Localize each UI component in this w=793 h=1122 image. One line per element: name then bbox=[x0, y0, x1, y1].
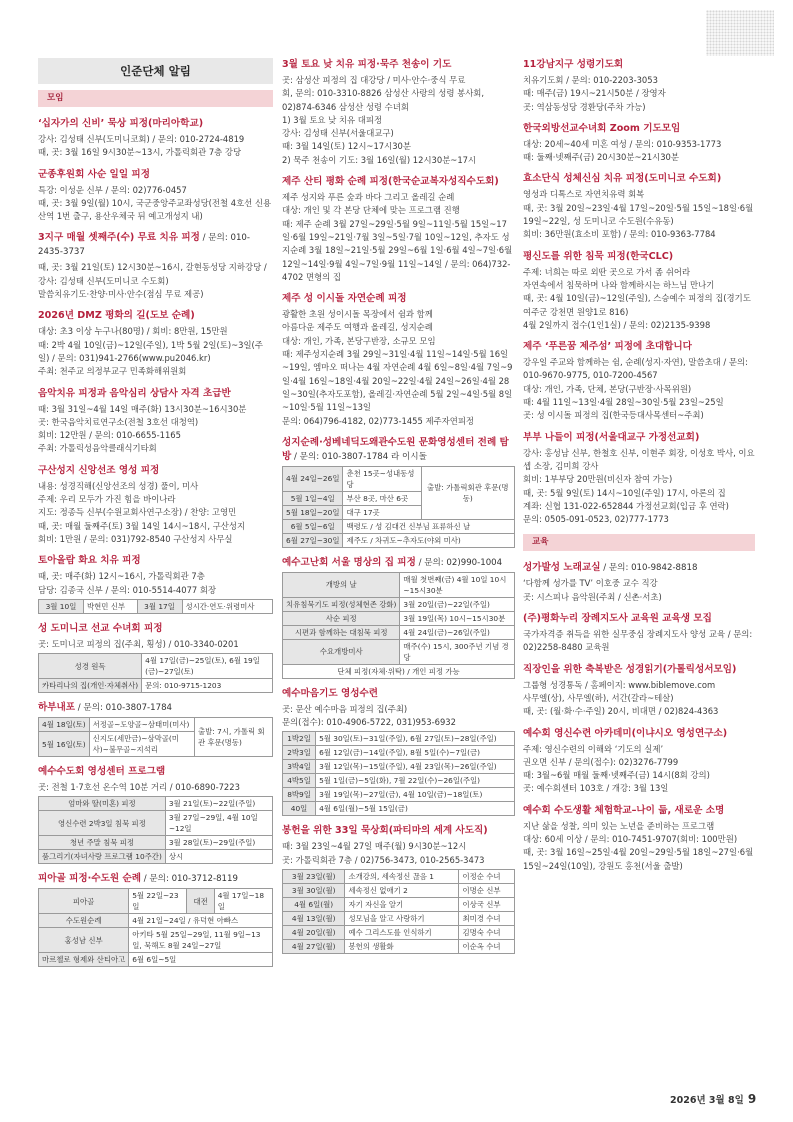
notice-item bbox=[523, 612, 755, 655]
table-row bbox=[283, 625, 515, 639]
notice-title-text: 피아골 피정·수도원 순례 bbox=[38, 873, 141, 885]
table-row bbox=[283, 597, 515, 611]
table-cell: 문의: 010-9715-1203 bbox=[142, 679, 273, 693]
notice-title: 11강남지구 성령기도회 bbox=[523, 59, 624, 70]
table-cell: 수요개방미사 bbox=[283, 639, 400, 664]
table-cell: 사순 피정 bbox=[283, 611, 400, 625]
notice-line: 특강: 이성운 신부 / 문의: 02)776-0457 bbox=[38, 184, 187, 195]
table-cell: 6월 12일(금)~14일(주일), 8월 5일(수)~7일(금) bbox=[316, 746, 515, 760]
notice-item bbox=[523, 561, 755, 604]
table-cell: 4월 18일(토) bbox=[39, 718, 90, 732]
table-cell: 백령도 / 성 김대건 신부님 표류하신 날 bbox=[343, 519, 515, 533]
table-row bbox=[39, 811, 273, 836]
notice-line: 주제: 영신수련의 이해와 ‘기도의 실제’ bbox=[523, 743, 664, 754]
notice-title: 제주 성 이시돌 자연순례 피정 bbox=[282, 293, 407, 305]
notice-line: 사무엘(상), 사무엘(하), 서간(갈라~테살) bbox=[523, 692, 674, 703]
notice-title: 예수회 수도생활 체험학교–나이 듦, 새로운 소명 bbox=[523, 804, 725, 816]
notice-item bbox=[282, 175, 515, 284]
table-cell: 카타리나의 집(개인·자체취사) bbox=[39, 679, 142, 693]
notice-item bbox=[282, 292, 515, 428]
notice-line: 주최: 천주교 의정부교구 민족화해위원회 bbox=[38, 366, 187, 377]
notice-line: 담당: 김종국 신부 / 문의: 010-5514-4077 회장 bbox=[38, 584, 217, 595]
table-cell: 5월 30일(토)~31일(주일), 6월 27일(토)~28일(주일) bbox=[316, 732, 515, 746]
table-cell: 영신수련 2박3일 침묵 피정 bbox=[39, 811, 166, 836]
notice-title-text: 성가발성 노래교실 bbox=[523, 562, 601, 574]
notice-title-text: 성지순례·성베네딕도왜관수도원 문화영성센터 전례 탐방 bbox=[282, 436, 509, 462]
notice-title: 군종후원회 사순 일일 피정 bbox=[38, 168, 150, 180]
notice-line: 곳: 삼성산 피정의 집 대강당 / 미사·안수·중식 무료 bbox=[282, 75, 466, 85]
notice-line: 때, 곳: 5월 9일(토) 14시~10일(주일) 17시, 아론의 집 bbox=[523, 487, 726, 498]
notice-line: 주제: 너희는 따로 외딴 곳으로 가서 좀 쉬어라 bbox=[523, 266, 691, 277]
notice-title: (주)평화누리 장례지도사 교육원 교육생 모집 bbox=[523, 613, 712, 625]
notice-title: 평신도를 위한 침묵 피정(한국CLC) bbox=[523, 250, 674, 262]
table-row bbox=[283, 898, 515, 912]
notice-line: 4월 2일까지 접수(1인1실) / 문의: 02)2135-9398 bbox=[523, 319, 711, 330]
page-footer bbox=[670, 1092, 756, 1106]
table-row bbox=[39, 850, 273, 864]
notice-title-text: 예수고난회 서울 명상의 집 피정 bbox=[282, 556, 416, 568]
notice-title: 예수수도회 영성센터 프로그램 bbox=[38, 766, 166, 778]
table-cell: 마르첼로 형제와 산티아고 bbox=[39, 953, 129, 967]
notice-title: 토아올람 화요 치유 피정 bbox=[38, 555, 141, 567]
notice-line: 대상: 개인, 가족, 단체, 본당(구반장·사목위원) bbox=[523, 383, 692, 394]
table-cell: 단체 피정(자체·위탁) / 개인 피정 가능 bbox=[283, 664, 515, 678]
notice-line: 회비: 36만원(효소비 포함) / 문의: 010-9363-7784 bbox=[523, 229, 716, 240]
table-cell: 4월 6일(월) bbox=[283, 898, 345, 912]
notice-line: 곳: 도미니코 피정의 집(주최, 횡성) / 010-3340-0201 bbox=[38, 638, 239, 649]
table-cell: 최미경 수녀 bbox=[459, 912, 515, 926]
table-cell: 출발: 가톨릭회관 후문(명동) bbox=[421, 466, 515, 519]
table-cell: 4월 17일(금)~25일(토), 6월 19일(금)~27일(토) bbox=[142, 654, 273, 679]
table-cell: 대구 17곳 bbox=[343, 505, 421, 519]
table-cell: 4박5일 bbox=[283, 774, 316, 788]
table-cell: 4월 13일(월) bbox=[283, 912, 345, 926]
table-cell: 춘천 15곳~성내동성당 bbox=[343, 466, 421, 491]
notice-line: 때, 곳: 3월 20일~23일·4월 17일~20일·5월 15일~18일·6월 19일~22일, 성 도미니코 수도원(수유동) bbox=[523, 202, 754, 227]
table-cell: 피아골 bbox=[39, 889, 129, 914]
notice-item bbox=[38, 622, 273, 693]
notice-line: 때: 3월~6월 매월 둘째·넷째주(금) 14시(8회 강의) bbox=[523, 770, 710, 781]
table-cell: 이정순 수녀 bbox=[459, 870, 515, 884]
table-cell: 김명숙 수녀 bbox=[459, 926, 515, 940]
notice-contact: / 문의: 010-2435-3737 bbox=[38, 233, 250, 258]
notice-line: 지난 삶을 성찰, 의미 있는 노년을 준비하는 프로그램 bbox=[523, 820, 715, 831]
table-cell: 출발: 7시, 가톨릭 회관 후문(명동) bbox=[195, 718, 273, 757]
notice-line: 강사: 김성태 신부(도미니코회) / 문의: 010-2724-4819 bbox=[38, 134, 245, 144]
notice-line: 강우일 주교와 함께하는 쉼, 순례(성지·자연), 말씀초대 / 문의: 010-9670-9775, 010-7200-4567 bbox=[523, 357, 748, 381]
table-cell: 1박2일 bbox=[283, 732, 316, 746]
notice-line: 강사: 홍성남 신부, 한철호 신부, 이현주 회장, 이성호 박사, 이요셉 소장, 김미희 강사 bbox=[523, 447, 755, 471]
notice-item bbox=[523, 727, 755, 796]
table-cell: 3박4일 bbox=[283, 760, 316, 774]
notice-line: 내용: 성경직해(신앙선조의 성경) 풀이, 미사 bbox=[38, 480, 199, 491]
notice-line: 아름다운 제주도 여행과 올레길, 성지순례 bbox=[282, 322, 433, 333]
notice-line: 2) 묵주 천송이 기도: 3월 16일(월) 12시30분~17시 bbox=[282, 154, 477, 165]
notice-line: 때: 3월 14일(토) 12시~17시30분 bbox=[282, 141, 411, 152]
notice-line: 주제: 우리 모두가 가진 힘을 바이나라 bbox=[38, 494, 176, 505]
schedule-table bbox=[282, 869, 515, 954]
notice-contact: / 문의: 010-3807-1784 bbox=[75, 703, 173, 714]
table-row bbox=[283, 884, 515, 898]
notice-line: 때, 곳: 3월 16일~25일·4월 20일~29일·5월 18일~27일·6월 15일~24일(10일), 강원도 홍천(서울 출발) bbox=[523, 847, 754, 871]
notice-line: 회비: 1부부당 20만원(비신자 참여 가능) bbox=[523, 474, 673, 485]
notice-title bbox=[38, 872, 273, 886]
table-cell: 개방의 날 bbox=[283, 572, 400, 597]
table-cell: 품그리기(자녀사랑 프로그램 10주간) bbox=[39, 850, 166, 864]
notice-line: 곳: 가톨릭회관 7층 / 02)756-3473, 010-2565-3473 bbox=[282, 854, 485, 865]
table-cell: 8박9일 bbox=[283, 788, 316, 802]
notice-line: 때: 3월 31일~4월 14일 매주(화) 13시30분~16시30분 bbox=[38, 403, 247, 414]
table-cell: 상시 bbox=[165, 850, 272, 864]
notice-title-text: 3지구 매월 셋째주(수) 무료 치유 피정 bbox=[38, 232, 200, 244]
table-cell: 치유침묵기도 피정(성체현존 강화) bbox=[283, 597, 400, 611]
notice-line: 때: 2박 4월 10일(금)~12일(주일), 1박 5월 2일(토)~3일(주일) / 문의: 031)941-2766(www.pu2046.kr) bbox=[38, 339, 263, 363]
table-cell: 4월 17일~18일 bbox=[214, 889, 272, 914]
notice-line: 권오면 신부 / 문의(접수): 02)3276-7799 bbox=[523, 756, 679, 767]
notice-title bbox=[282, 436, 515, 464]
table-cell: 3월 28일(토)~29일(주일) bbox=[165, 836, 272, 850]
table-cell: 3월 19일(목)~27일(금), 4월 10일(금)~18일(토) bbox=[316, 788, 515, 802]
table-row bbox=[39, 599, 273, 613]
notice-item bbox=[38, 309, 273, 378]
schedule-table bbox=[282, 731, 515, 816]
column-right bbox=[523, 58, 755, 881]
table-row bbox=[283, 519, 515, 533]
notice-line: 때, 곳: 3월 21일(토) 12시30분~16시, 갈현동성당 지하강당 / 강사: 김성태 신부(도미니코 수도회) bbox=[38, 262, 267, 286]
notice-line: 때, 곳: 3월 9일(월) 10시, 국군중앙주교좌성당(전철 4호선 신용산역 1번 출구, 용산우체국 뒤 예고개성지 내) bbox=[38, 197, 272, 222]
notice-item bbox=[38, 117, 273, 160]
notice-line: 광활한 초원 성이시돌 목장에서 쉼과 함께 bbox=[282, 309, 433, 320]
table-row bbox=[39, 928, 273, 953]
notice-contact: / 문의: 010-9842-8818 bbox=[600, 563, 698, 574]
notice-title: 효소단식 성체신심 치유 피정(도미니코 수도회) bbox=[523, 173, 722, 185]
notice-title: 예수마음기도 영성수련 bbox=[282, 687, 379, 699]
table-cell: 엄마와 딸(미혼) 피정 bbox=[39, 797, 166, 811]
notice-title bbox=[282, 556, 515, 570]
table-cell: 3월 20일(금)~22일(주일) bbox=[400, 597, 515, 611]
notice-line: 곳: 시스피나 음악원(주최 / 신촌·서초) bbox=[523, 591, 662, 602]
table-cell: 6월 27일~30일 bbox=[283, 533, 343, 547]
table-cell: 예수 그리스도를 인식하기 bbox=[345, 926, 459, 940]
notice-line: 영성과 디톡스로 자연치유력 회복 bbox=[523, 189, 645, 200]
notice-line: 대상: 초3 이상 누구나(80명) / 회비: 8만원, 15만원 bbox=[38, 326, 228, 337]
notice-title: 한국외방선교수녀회 Zoom 기도모임 bbox=[523, 122, 681, 134]
table-cell: 수도원순례 bbox=[39, 914, 129, 928]
table-cell: 3월 30일(월) bbox=[283, 884, 345, 898]
notice-line: 때, 곳: 3월 16일 9시30분~13시, 가톨릭회관 7층 강당 bbox=[38, 147, 242, 158]
notice-line: 때, 곳: 매월 둘째주(토) 3월 14일 14시~18시, 구산성지 bbox=[38, 520, 246, 531]
notice-title: 2026년 DMZ 평화의 길(도보 순례) bbox=[38, 310, 195, 322]
notice-title: 예수회 영신수련 아카데미(이냐시오 영성연구소) bbox=[523, 727, 728, 739]
notice-item bbox=[38, 765, 273, 864]
notice-line: 제주 성지와 푸른 숲과 바다 그리고 올레길 순례 bbox=[282, 192, 455, 203]
table-cell: 서정골~도양골~삼태미(미사) bbox=[89, 718, 194, 732]
schedule-table bbox=[38, 599, 273, 614]
table-cell: 4월 27일(월) bbox=[283, 940, 345, 954]
notice-line: 때: 제주성지순례 3월 29일~31일·4월 11일~14일·5월 16일~19일, 엠마오 떠나는 4월 자연순례 4월 6일~8일·4월 7일~9일·4월 16일~18일·4월 20일~22일·4월 24일~26일·4월 28일~30일(추자도포함), 올레길·자연순례 5월 2일~4일·5월 8일~10일·5월 11일~13일 bbox=[282, 349, 513, 413]
table-cell: 6월 5일~6일 bbox=[283, 519, 343, 533]
table-row bbox=[283, 802, 515, 816]
notice-line: 회비: 12만원 / 문의: 010-6655-1165 bbox=[38, 430, 181, 441]
notice-item bbox=[282, 58, 515, 167]
notice-contact: / 문의: 010-3712-8119 bbox=[141, 874, 238, 885]
notice-line: 자연속에서 침묵하며 나와 함께하시는 하느님 만나기 bbox=[523, 279, 715, 290]
table-cell: 5월 1일~4일 bbox=[283, 491, 343, 505]
notice-item bbox=[523, 122, 755, 165]
notice-line: ‘다함께 성가를 TV’ 이호중 교수 직강 bbox=[523, 578, 658, 589]
notice-line: 대상: 개인 및 각 본당 단체에 맞는 프로그램 진행 bbox=[282, 205, 460, 216]
table-row bbox=[283, 732, 515, 746]
table-cell: 2박3일 bbox=[283, 746, 316, 760]
column-middle bbox=[282, 58, 515, 962]
table-cell: 성시간·연도·위령미사 bbox=[182, 599, 273, 613]
table-cell: 매주(수) 15시, 300주년 기념 경당 bbox=[400, 639, 515, 664]
table-row bbox=[283, 926, 515, 940]
table-cell: 이명순 신부 bbox=[459, 884, 515, 898]
table-row bbox=[39, 914, 273, 928]
notice-item bbox=[38, 554, 273, 614]
notice-item bbox=[38, 387, 273, 456]
table-cell: 자기 자신을 알기 bbox=[345, 898, 459, 912]
table-cell: 신지도(세만금)~삼막골(미사)~불무골~지석리 bbox=[89, 732, 194, 757]
table-cell: 3월 12일(목)~15일(주일), 4월 23일(목)~26일(주일) bbox=[316, 760, 515, 774]
notice-line: 문의(접수): 010-4906-5722, 031)953-6932 bbox=[282, 717, 456, 728]
notice-line: 회, 문의: 010-3310-8826 삼성산 사랑의 성령 봉사회, 02)874-6346 삼성산 성령 수녀회 bbox=[282, 88, 485, 112]
notice-item bbox=[282, 556, 515, 679]
notice-line: 말씀치유기도·찬양·미사·안수(점심 무료 제공) bbox=[38, 289, 204, 300]
notice-line: 때: 4월 11일~13일·4월 28일~30일·5월 23일~25일 bbox=[523, 397, 724, 408]
notice-title bbox=[523, 561, 755, 575]
notice-line: 때: 둘째·넷째주(금) 20시30분~21시30분 bbox=[523, 152, 679, 163]
table-cell: 4월 21일~24일 / 유덕현 아빠스 bbox=[129, 914, 273, 928]
notice-item bbox=[38, 168, 273, 224]
table-row bbox=[283, 760, 515, 774]
notice-contact: / 문의: 02)990-1004 bbox=[415, 557, 503, 568]
table-cell: 홍성남 신부 bbox=[39, 928, 129, 953]
table-row bbox=[39, 718, 273, 732]
notice-line: 1) 3월 토요 낮 치유 대피정 bbox=[282, 114, 383, 125]
notice-title: 제주 ‘푸른꿈 제주섬’ 피정에 초대합니다 bbox=[523, 341, 692, 353]
table-row bbox=[283, 774, 515, 788]
notice-line: 지도: 정종득 신부(수원교회사연구소장) / 찬양: 고영민 bbox=[38, 507, 237, 518]
table-row bbox=[39, 836, 273, 850]
table-cell: 4월 20일(월) bbox=[283, 926, 345, 940]
table-cell: 성경 원독 bbox=[39, 654, 142, 679]
notice-line: 그룹형 성경통독 / 홈페이지: www.biblemove.com bbox=[523, 679, 716, 690]
table-cell: 4월 24일(금)~26일(주일) bbox=[400, 625, 515, 639]
table-cell: 3월 10일 bbox=[39, 599, 84, 613]
notice-line: 때: 매주(금) 19시~21시50분 / 장영자 bbox=[523, 88, 666, 99]
notice-title: 부부 나들이 피정(서울대교구 가정선교회) bbox=[523, 431, 700, 443]
table-cell: 이순옥 수녀 bbox=[459, 940, 515, 954]
notice-item bbox=[523, 250, 755, 332]
notice-title: 음악치유 피정과 음악심리 상담사 자격 초급반 bbox=[38, 387, 231, 399]
table-cell: 3월 27일~29일, 4월 10일~12일 bbox=[165, 811, 272, 836]
notice-line: 곳: 역삼동성당 경환당(주차 가능) bbox=[523, 101, 646, 112]
table-cell: 시편과 함께하는 대침묵 피정 bbox=[283, 625, 400, 639]
notice-line: 대상: 개인, 가족, 본당구반장, 소규모 모임 bbox=[282, 335, 436, 346]
table-cell: 6월 6일~5일 bbox=[129, 953, 273, 967]
schedule-table bbox=[38, 653, 273, 693]
notice-title: 3월 토요 낮 치유 피정·묵주 천송이 기도 bbox=[282, 59, 452, 70]
notice-line: 국가자격증 취득을 위한 실무중심 장례지도사 양성 교육 / 문의: 02)2258-8480 교육원 bbox=[523, 629, 753, 653]
table-cell: 5월 18일~20일 bbox=[283, 505, 343, 519]
notice-line: 곳: 문산 예수마음 피정의 집(주최) bbox=[282, 703, 408, 714]
column-left bbox=[38, 58, 273, 975]
notice-title bbox=[38, 231, 273, 259]
table-row bbox=[283, 870, 515, 884]
notice-item bbox=[523, 340, 755, 422]
notice-line: 곳: 예수회센터 103호 / 개강: 3월 13일 bbox=[523, 783, 669, 794]
notice-line: 곳: 성 이시돌 피정의 집(한국등대사목센터~주최) bbox=[523, 410, 704, 421]
notice-line: 주최: 가톨릭성음악클래식기타회 bbox=[38, 443, 157, 454]
notice-line: 때: 제주 순례 3월 27일~29일·5월 9일~11일·5월 15일~17일·6월 19일~21일·7월 3일~5일·7월 10일~12일, 추자도 성지순례 3월 18일~21일·5월 29일~6월 1일·6월 4일~7일·6월 12일~14일·9월 4일~7일·9월 11일~14일 / 문의: 064)732-4702 면형의 집 bbox=[282, 218, 513, 282]
table-row bbox=[39, 797, 273, 811]
notice-title: 성 도미니코 선교 수녀회 피정 bbox=[38, 622, 163, 634]
table-row bbox=[283, 788, 515, 802]
table-cell: 3월 23일(월) bbox=[283, 870, 345, 884]
table-cell: 박현민 신부 bbox=[83, 599, 137, 613]
notice-line: 문의: 064)796-4182, 02)773-1455 제주자연피정 bbox=[282, 415, 475, 426]
schedule-table bbox=[38, 888, 273, 967]
notice-line: 곳: 한국음악치료연구소(전철 3호선 대청역) bbox=[38, 416, 199, 427]
table-cell: 청년 주말 침묵 피정 bbox=[39, 836, 166, 850]
table-cell: 대전 bbox=[187, 889, 214, 914]
table-cell: 소개강의, 세속정신 끊음 1 bbox=[345, 870, 459, 884]
notice-title: 봉헌을 위한 33일 묵상회(파티마의 세계 사도직) bbox=[282, 825, 488, 837]
notice-item bbox=[38, 701, 273, 757]
table-cell: 3월 19일(목) 10시~15시30분 bbox=[400, 611, 515, 625]
notice-line: 문의: 0505-091-0523, 02)777-1773 bbox=[523, 514, 669, 525]
notice-line: 곳: 전철 1·7호선 온수역 10분 거리 / 010-6890-7223 bbox=[38, 782, 240, 793]
table-row bbox=[283, 611, 515, 625]
table-row bbox=[283, 572, 515, 597]
notice-line: 때, 곳: (월·화·수·주일) 20시, 비대면 / 02)824-4363 bbox=[523, 706, 719, 717]
table-cell: 4월 6일(월)~5월 15일(금) bbox=[316, 802, 515, 816]
notice-title: 직장인을 위한 축복받은 성경읽기(가톨릭성서모임) bbox=[523, 663, 737, 675]
table-row bbox=[283, 639, 515, 664]
notice-line: 대상: 60세 이상 / 문의: 010-7451-9707(회비: 100만원) bbox=[523, 833, 738, 844]
table-row bbox=[39, 953, 273, 967]
notice-item bbox=[523, 172, 755, 241]
table-cell: 3월 17일 bbox=[137, 599, 182, 613]
table-row bbox=[283, 940, 515, 954]
notice-item bbox=[282, 436, 515, 548]
table-cell: 5월 16일(토) bbox=[39, 732, 90, 757]
notice-line: 강사: 김성태 신부(서울대교구) bbox=[282, 128, 394, 139]
table-row bbox=[39, 654, 273, 679]
notice-item bbox=[38, 231, 273, 301]
table-row bbox=[39, 889, 273, 914]
notice-title: 제주 산티 평화 순례 피정(한국순교복자성직수도회) bbox=[282, 176, 499, 188]
table-row bbox=[283, 746, 515, 760]
table-row bbox=[283, 912, 515, 926]
notice-item bbox=[523, 58, 755, 114]
page-title: 인준단체 알림 bbox=[38, 58, 273, 84]
table-cell: 제주도 / 차귀도~추자도(야외 미사) bbox=[343, 533, 515, 547]
table-cell: 5월 1일(금)~5일(화), 7월 22일(수)~26일(주일) bbox=[316, 774, 515, 788]
notice-line: 계좌: 신협 131-022-652844 가정선교회(입금 후 연락) bbox=[523, 500, 729, 511]
notice-contact: / 문의: 010-3807-1784 라 이시돌 bbox=[291, 451, 427, 462]
table-cell: 40일 bbox=[283, 802, 316, 816]
notice-item bbox=[523, 431, 755, 527]
table-row bbox=[39, 679, 273, 693]
notice-line: 대상: 20세~40세 미혼 여성 / 문의: 010-9353-1773 bbox=[523, 138, 722, 149]
notice-item bbox=[282, 824, 515, 954]
notice-title: ‘십자가의 신비’ 묵상 피정(마리아학교) bbox=[38, 118, 204, 129]
notice-line: 때, 곳: 매주(화) 12시~16시, 가톨릭회관 7층 bbox=[38, 571, 205, 582]
table-cell: 부산 8곳, 마산 6곳 bbox=[343, 491, 421, 505]
table-cell: 봉헌의 생활화 bbox=[345, 940, 459, 954]
schedule-table bbox=[38, 796, 273, 864]
notice-title: 구산성지 신앙선조 영성 피정 bbox=[38, 464, 160, 476]
table-row bbox=[283, 466, 515, 491]
table-cell: 3월 21일(토)~22일(주일) bbox=[165, 797, 272, 811]
page-number: 9 bbox=[747, 1092, 757, 1106]
notice-item bbox=[38, 872, 273, 967]
schedule-table bbox=[282, 572, 515, 679]
notice-line: 회비: 1만원 / 문의: 031)792-8540 구산성지 사무실 bbox=[38, 533, 233, 544]
notice-item bbox=[282, 687, 515, 817]
schedule-table bbox=[282, 466, 515, 548]
table-cell: 세속정신 없애기 2 bbox=[345, 884, 459, 898]
table-cell: 아키타 5월 25일~29일, 11월 9일~13일, 묵해도 8월 24일~27일 bbox=[129, 928, 273, 953]
notice-title bbox=[38, 701, 273, 715]
notice-line: 때, 곳: 4월 10일(금)~12일(주일), 스승예수 피정의 집(경기도 여주군 강천면 원양1로 816) bbox=[523, 293, 751, 317]
print-registration-mark bbox=[706, 10, 774, 56]
schedule-table bbox=[38, 717, 273, 757]
notice-line: 때: 3월 23일~4월 27일 매주(월) 9시30분~12시 bbox=[282, 841, 467, 852]
notice-item bbox=[523, 663, 755, 719]
section-label-moim: 모임 bbox=[38, 90, 273, 107]
table-row bbox=[283, 664, 515, 678]
notice-line: 치유기도회 / 문의: 010-2203-3053 bbox=[523, 75, 658, 85]
section-label-edu: 교육 bbox=[523, 534, 755, 551]
issue-date: 2026년 3월 8일 bbox=[670, 1095, 744, 1106]
notice-item bbox=[523, 804, 755, 873]
table-cell: 이상국 신부 bbox=[459, 898, 515, 912]
notice-title-text: 하부내포 bbox=[38, 702, 76, 714]
table-row bbox=[283, 533, 515, 547]
notice-item bbox=[38, 464, 273, 546]
table-cell: 4월 24일~26일 bbox=[283, 466, 343, 491]
table-cell: 성모님을 알고 사랑하기 bbox=[345, 912, 459, 926]
table-cell: 매월 첫번째(금) 4월 10일 10시~15시30분 bbox=[400, 572, 515, 597]
table-cell: 5월 22일~23일 bbox=[129, 889, 187, 914]
